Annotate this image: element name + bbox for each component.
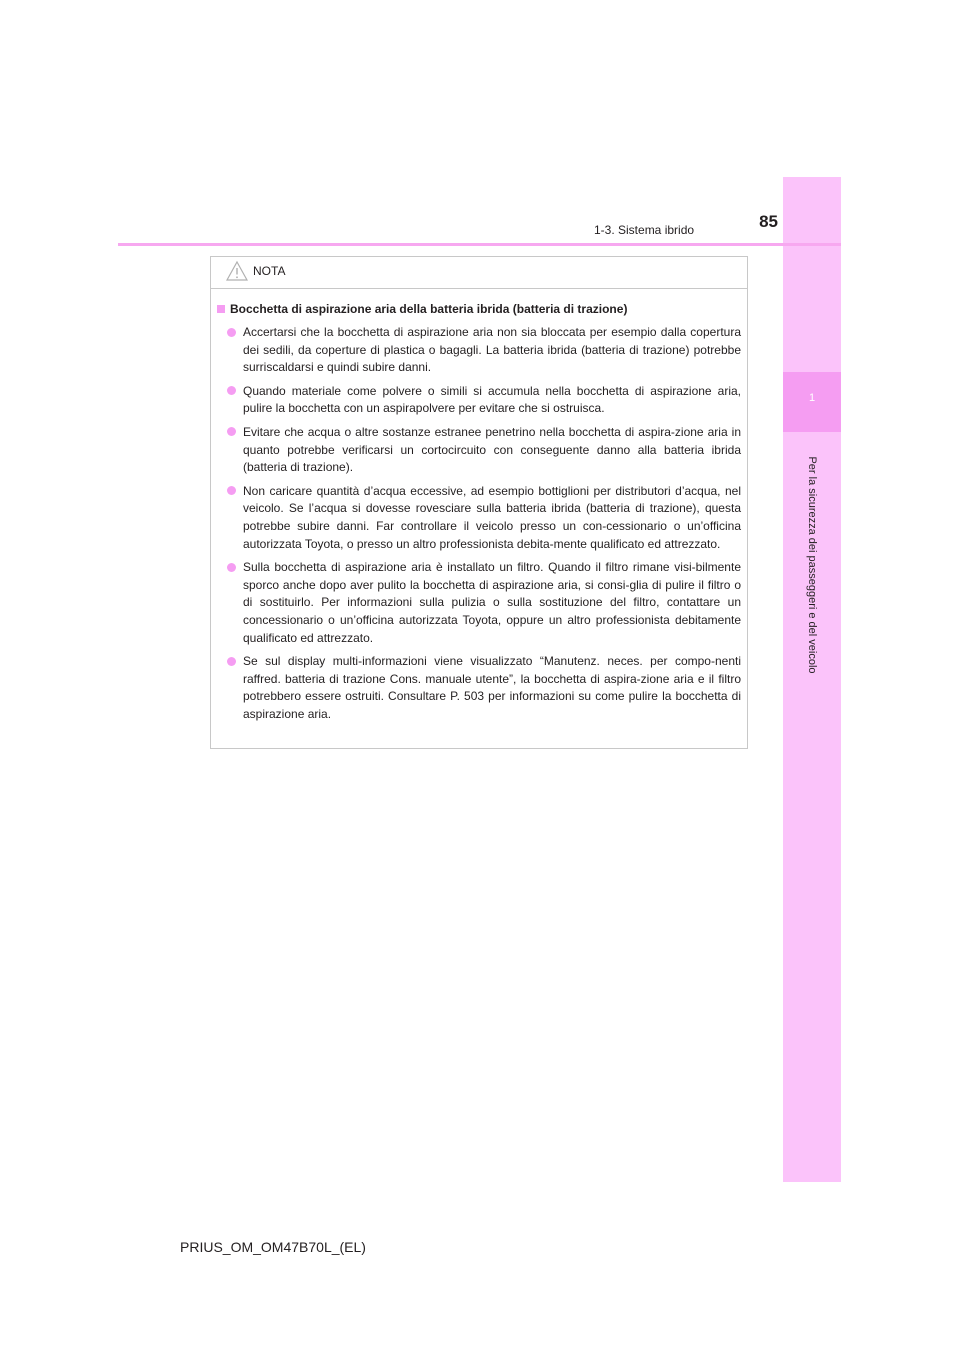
notice-list [217, 324, 741, 723]
notice-section-title [217, 301, 741, 318]
page-number: 85 [759, 212, 778, 231]
list-item [217, 653, 741, 723]
circle-bullet-icon [227, 563, 236, 572]
square-bullet-icon [217, 305, 225, 313]
notice-box [210, 256, 748, 749]
chapter-number: 1 [808, 392, 816, 404]
notice-header [211, 257, 747, 289]
warning-triangle-icon [226, 260, 248, 282]
notice-title: NOTA [253, 264, 286, 278]
document-code: PRIUS_OM_OM47B70L_(EL) [180, 1239, 366, 1255]
list-item [217, 483, 741, 553]
header-rule [118, 243, 841, 246]
list-item-text: Se sul display multi-informazioni viene visualizzato “Manutenz. neces. per compo-nenti raffred. batteria di trazione Cons. manuale utente”, la bocchetta di aspira-zione aria e il filtro potrebbero essere ostruiti. Consultare P. 503 per informazioni su come pulire la bocchetta di aspirazione aria. [243, 654, 741, 721]
list-item-text: Quando materiale come polvere o simili si accumula nella bocchetta di aspirazione aria, pulire la bocchetta con un aspirapolvere per evitare che si ostruisca. [243, 383, 741, 416]
list-item-text: Non caricare quantità d’acqua eccessive, ad esempio bottiglioni per distributori d’acqua, nel veicolo. Se l’acqua si dovesse rovesciare sulla batteria ibrida (batteria di trazione), questa potrebbe subire danni. Far controllare il veicolo presso un con-cessionario o un’officina autorizzata Toyota, o presso un altro professionista debita-mente qualificato ed attrezzato. [243, 483, 741, 551]
circle-bullet-icon [227, 486, 236, 495]
circle-bullet-icon [227, 328, 236, 337]
section-heading: 1-3. Sistema ibrido [594, 223, 695, 237]
circle-bullet-icon [227, 386, 236, 395]
chapter-title: Per la sicurezza dei passeggeri e del veicolo [806, 456, 818, 674]
list-item-text: Evitare che acqua o altre sostanze estranee penetrino nella bocchetta di aspira-zione aria in quanto potrebbe verificarsi un cortocircuito con conseguente danno alla batteria ibrida (batteria di trazione). [243, 424, 741, 475]
list-item-text: Sulla bocchetta di aspirazione aria è installato un filtro. Quando il filtro rimane visi-bilmente sporco anche dopo aver pulito la bocchetta di aspirazione aria, si consi-glia di pulire il filtro o di sostituirlo. Per informazioni sulla pulizia o sulla sostituzione del filtro, contattare un concessionario o un’officina autorizzata Toyota, oppure un altro professionista debitamente qualificato ed attrezzato. [243, 560, 741, 645]
notice-body [211, 289, 747, 723]
list-item [217, 424, 741, 477]
list-item [217, 383, 741, 418]
list-item [217, 559, 741, 647]
circle-bullet-icon [227, 657, 236, 666]
notice-section-title-text: Bocchetta di aspirazione aria della batteria ibrida (batteria di trazione) [230, 302, 628, 316]
list-item-text: Accertarsi che la bocchetta di aspirazione aria non sia bloccata per esempio dalla copertura dei sedili, da coperture di plastica o bagagli. La batteria ibrida (batteria di trazione) potrebbe surriscaldarsi e quindi subire danni. [243, 325, 741, 375]
chapter-side-tab [783, 177, 841, 1182]
circle-bullet-icon [227, 427, 236, 436]
list-item [217, 324, 741, 377]
